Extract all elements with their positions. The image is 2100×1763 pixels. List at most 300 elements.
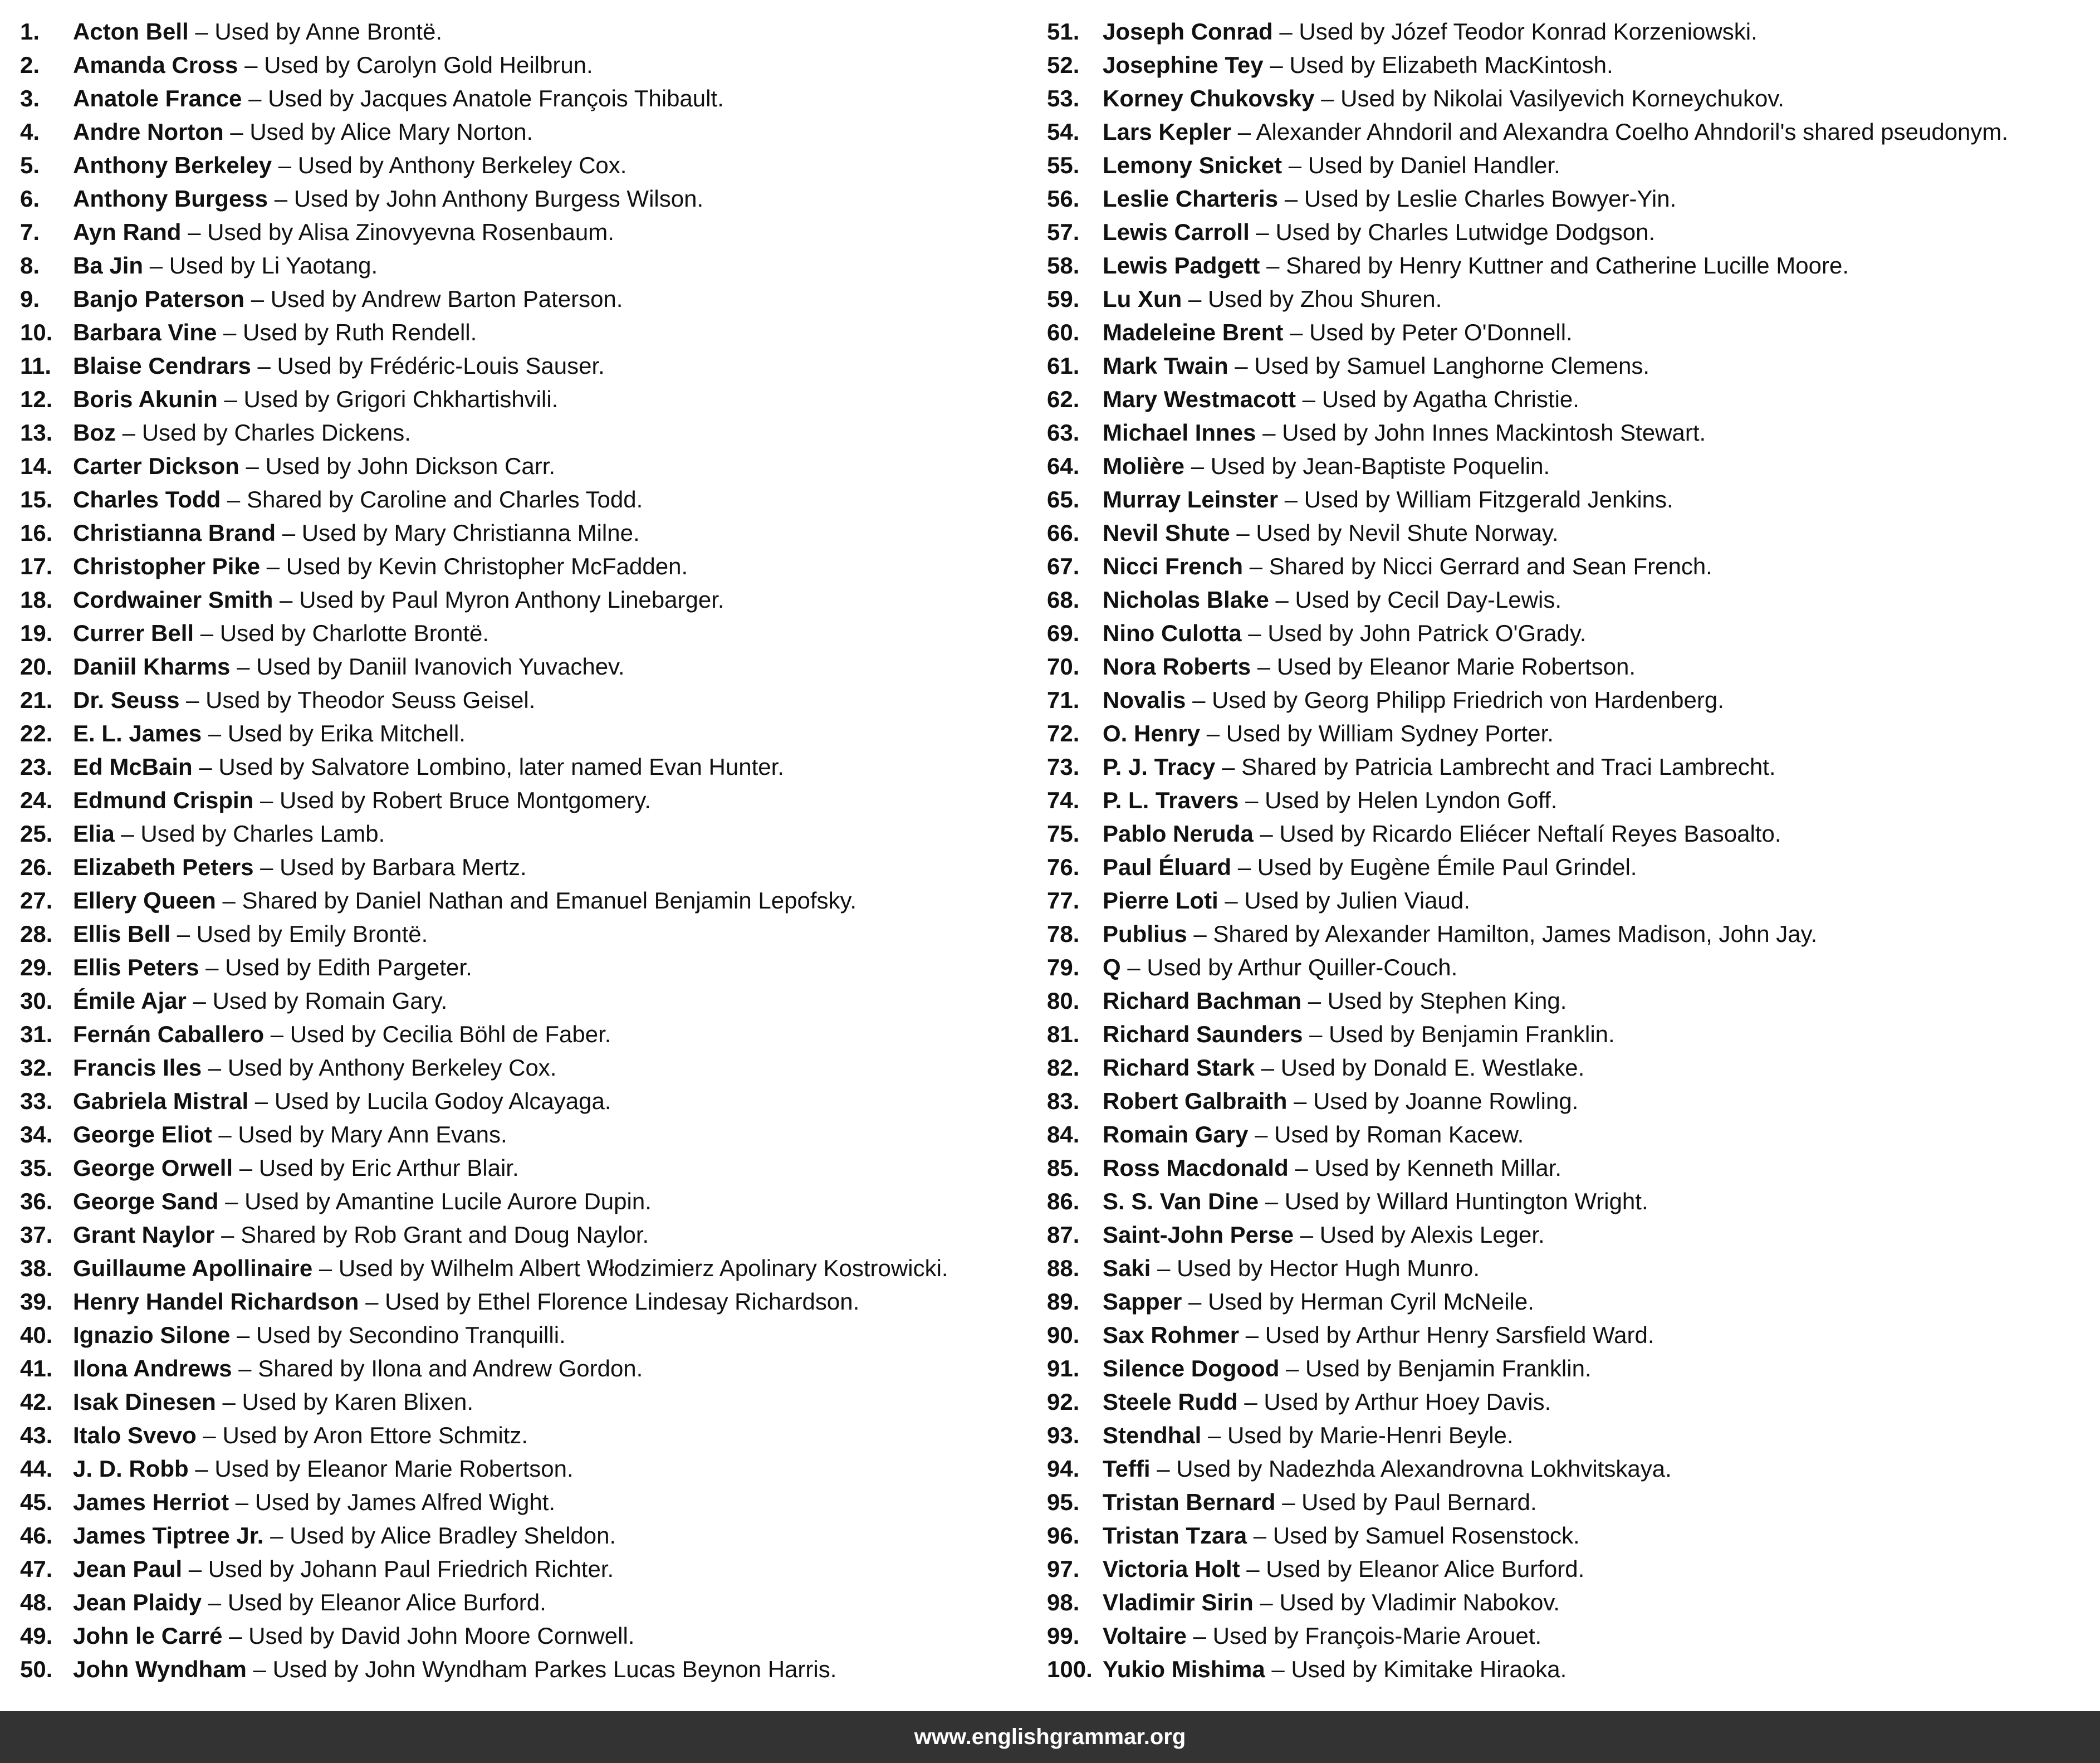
pseudonym-description: – Used by Li Yaotang.: [143, 252, 378, 279]
list-item: [20, 416, 1022, 450]
pseudonym-description: – Used by Stephen King.: [1301, 988, 1567, 1014]
pseudonym-description: – Used by Jean-Baptiste Poquelin.: [1184, 453, 1550, 479]
pseudonym-description: – Used by Cecil Day-Lewis.: [1269, 587, 1561, 613]
pseudonym-name: Voltaire: [1103, 1623, 1187, 1649]
item-text: [1103, 550, 1712, 583]
pseudonym-description: – Used by Charlotte Brontë.: [194, 620, 489, 646]
pseudonym-description: – Used by Józef Teodor Konrad Korzeniowski.: [1272, 18, 1758, 45]
item-number: 85.: [1047, 1155, 1080, 1181]
item-text: [73, 750, 784, 784]
list-item: [20, 82, 1022, 115]
pseudonym-description: – Used by Paul Myron Anthony Linebarger.: [273, 587, 725, 613]
list-item: [20, 717, 1022, 750]
item-number: 71.: [1047, 687, 1080, 713]
list-item: [20, 483, 1022, 516]
list-item: [20, 349, 1022, 383]
pseudonym-name: Isak Dinesen: [73, 1389, 216, 1415]
footer-bar: [0, 1711, 2100, 1763]
item-text: [1103, 1486, 1537, 1519]
pseudonym-description: – Used by Wilhelm Albert Włodzimierz Apolinary Kostrowicki.: [312, 1255, 948, 1281]
list-item: [20, 1385, 1022, 1419]
item-number: 25.: [20, 821, 53, 847]
pseudonym-description: – Used by Andrew Barton Paterson.: [244, 286, 623, 312]
list-item: [1047, 1419, 2094, 1452]
pseudonym-name: George Sand: [73, 1188, 219, 1214]
pseudonym-description: – Used by Erika Mitchell.: [202, 720, 466, 746]
list-item: [1047, 884, 2094, 917]
item-number: 66.: [1047, 520, 1080, 546]
item-number: 55.: [1047, 152, 1080, 178]
pseudonym-name: Ellery Queen: [73, 887, 216, 914]
pseudonym-description: – Used by Leslie Charles Bowyer-Yin.: [1278, 185, 1677, 212]
item-text: [73, 784, 651, 817]
item-number: 76.: [1047, 854, 1080, 880]
item-text: [1103, 416, 1706, 450]
item-text: [1103, 650, 1636, 683]
list-item: [20, 1318, 1022, 1352]
pseudonym-description: – Used by John Anthony Burgess Wilson.: [268, 185, 704, 212]
item-number: 38.: [20, 1255, 53, 1281]
item-text: [73, 48, 593, 82]
pseudonym-description: – Used by Eleanor Alice Burford.: [202, 1589, 546, 1615]
item-number: 63.: [1047, 419, 1080, 446]
item-number: 46.: [20, 1522, 53, 1549]
pseudonym-description: – Used by Peter O'Donnell.: [1283, 319, 1573, 345]
pseudonym-description: – Used by John Patrick O'Grady.: [1241, 620, 1587, 646]
list-item: [20, 1619, 1022, 1653]
pseudonym-description: – Used by Charles Lutwidge Dodgson.: [1249, 219, 1656, 245]
item-text: [1103, 1452, 1672, 1486]
list-item: [1047, 683, 2094, 717]
item-text: [1103, 683, 1724, 717]
pseudonym-name: Elizabeth Peters: [73, 854, 254, 880]
pseudonym-description: – Used by Eleanor Alice Burford.: [1240, 1556, 1585, 1582]
pseudonym-name: Saint-John Perse: [1103, 1222, 1294, 1248]
item-number: 79.: [1047, 954, 1080, 980]
pseudonym-description: – Used by Eleanor Marie Robertson.: [1251, 653, 1636, 680]
pseudonym-description: – Used by Aron Ettore Schmitz.: [196, 1422, 528, 1448]
pseudonym-name: Edmund Crispin: [73, 787, 254, 813]
pseudonym-name: Michael Innes: [1103, 419, 1256, 446]
list-item: [1047, 1653, 2094, 1686]
list-item: [1047, 416, 2094, 450]
pseudonym-name: Blaise Cendrars: [73, 353, 251, 379]
item-text: [1103, 984, 1567, 1018]
item-number: 29.: [20, 954, 53, 980]
item-number: 69.: [1047, 620, 1080, 646]
list-item: [1047, 15, 2094, 48]
pseudonym-description: – Used by Charles Lamb.: [114, 821, 385, 847]
list-item: [1047, 82, 2094, 115]
pseudonym-description: – Used by Mary Ann Evans.: [212, 1121, 507, 1147]
pseudonym-name: Joseph Conrad: [1103, 18, 1273, 45]
item-text: [1103, 1051, 1584, 1085]
pseudonym-name: Ayn Rand: [73, 219, 182, 245]
list-item: [1047, 1452, 2094, 1486]
item-text: [1103, 115, 2008, 149]
pseudonym-name: Lewis Padgett: [1103, 252, 1260, 279]
pseudonym-description: – Used by Barbara Mertz.: [253, 854, 527, 880]
pseudonym-description: – Used by Samuel Langhorne Clemens.: [1228, 353, 1650, 379]
pseudonym-name: Guillaume Apollinaire: [73, 1255, 313, 1281]
pseudonym-name: Jean Plaidy: [73, 1589, 202, 1615]
website-url[interactable]: www.englishgrammar.org: [914, 1725, 1186, 1749]
item-number: 14.: [20, 453, 53, 479]
item-number: 16.: [20, 520, 53, 546]
pseudonym-name: James Tiptree Jr.: [73, 1522, 264, 1549]
list-item: [1047, 316, 2094, 349]
item-number: 9.: [20, 286, 40, 312]
item-number: 41.: [20, 1355, 53, 1381]
list-item: [20, 1452, 1022, 1486]
pseudonym-description: – Used by Arthur Henry Sarsfield Ward.: [1239, 1322, 1654, 1348]
item-text: [73, 1285, 859, 1318]
list-item: [20, 1419, 1022, 1452]
item-text: [73, 617, 489, 650]
item-number: 17.: [20, 553, 53, 579]
item-number: 48.: [20, 1589, 53, 1615]
pseudonym-name: Ross Macdonald: [1103, 1155, 1289, 1181]
pseudonym-description: – Used by Carolyn Gold Heilbrun.: [238, 52, 593, 78]
item-number: 91.: [1047, 1355, 1080, 1381]
pseudonym-description: – Used by Zhou Shuren.: [1182, 286, 1442, 312]
pseudonym-description: – Used by Emily Brontë.: [170, 921, 428, 947]
pseudonym-name: Italo Svevo: [73, 1422, 197, 1448]
item-text: [1103, 583, 1561, 617]
pseudonym-name: Currer Bell: [73, 620, 194, 646]
item-number: 81.: [1047, 1021, 1080, 1047]
item-number: 13.: [20, 419, 53, 446]
item-text: [1103, 617, 1586, 650]
list-item: [1047, 1252, 2094, 1285]
list-item: [20, 784, 1022, 817]
list-item: [20, 1218, 1022, 1252]
item-number: 61.: [1047, 353, 1080, 379]
list-item: [1047, 1118, 2094, 1151]
pseudonym-description: – Shared by Alexander Hamilton, James Madison, John Jay.: [1187, 921, 1818, 947]
list-item: [1047, 817, 2094, 851]
pseudonym-description: – Used by Herman Cyril McNeile.: [1182, 1288, 1534, 1315]
item-text: [1103, 450, 1550, 483]
list-item: [1047, 1619, 2094, 1653]
pseudonym-name: Lars Kepler: [1103, 119, 1232, 145]
item-number: 31.: [20, 1021, 53, 1047]
pseudonym-name: Vladimir Sirin: [1103, 1589, 1254, 1615]
pseudonym-name: Richard Bachman: [1103, 988, 1302, 1014]
item-text: [73, 516, 640, 550]
item-text: [1103, 750, 1776, 784]
item-text: [73, 483, 643, 516]
item-text: [1103, 1586, 1560, 1619]
item-text: [1103, 1519, 1580, 1552]
list-item: [20, 450, 1022, 483]
list-item: [20, 216, 1022, 249]
list-item: [1047, 650, 2094, 683]
item-number: 54.: [1047, 119, 1080, 145]
item-number: 92.: [1047, 1389, 1080, 1415]
item-number: 80.: [1047, 988, 1080, 1014]
item-text: [73, 650, 625, 683]
item-text: [73, 1486, 555, 1519]
pseudonym-description: – Used by Anthony Berkeley Cox.: [202, 1054, 557, 1081]
item-text: [73, 349, 605, 383]
list-item: [1047, 851, 2094, 884]
item-text: [73, 550, 688, 583]
item-text: [1103, 851, 1637, 884]
pseudonym-name: Nino Culotta: [1103, 620, 1242, 646]
item-text: [73, 984, 447, 1018]
list-item: [1047, 48, 2094, 82]
item-text: [1103, 1552, 1584, 1586]
item-text: [73, 115, 533, 149]
pseudonym-description: – Used by Roman Kacew.: [1248, 1121, 1524, 1147]
list-item: [1047, 1519, 2094, 1552]
item-text: [1103, 149, 1560, 182]
pseudonym-description: – Used by Kenneth Millar.: [1288, 1155, 1561, 1181]
pseudonym-name: Anthony Berkeley: [73, 152, 272, 178]
item-number: 82.: [1047, 1054, 1080, 1081]
pseudonym-description: – Used by John Innes Mackintosh Stewart.: [1256, 419, 1706, 446]
list-item: [20, 316, 1022, 349]
pseudonym-name: Boris Akunin: [73, 386, 218, 412]
list-item: [20, 683, 1022, 717]
list-item: [1047, 1318, 2094, 1352]
pseudonym-description: – Used by Johann Paul Friedrich Richter.: [182, 1556, 614, 1582]
pseudonym-name: Fernán Caballero: [73, 1021, 265, 1047]
list-item: [1047, 1085, 2094, 1118]
list-item: [1047, 249, 2094, 282]
pseudonym-name: Mark Twain: [1103, 353, 1228, 379]
pseudonym-name: Lemony Snicket: [1103, 152, 1282, 178]
item-number: 7.: [20, 219, 40, 245]
pseudonym-description: – Used by Kevin Christopher McFadden.: [260, 553, 688, 579]
pseudonym-description: – Used by Samuel Rosenstock.: [1247, 1522, 1580, 1549]
pseudonym-description: – Used by Willard Huntington Wright.: [1259, 1188, 1648, 1214]
list-item: [20, 115, 1022, 149]
item-number: 4.: [20, 119, 40, 145]
pseudonym-name: Silence Dogood: [1103, 1355, 1280, 1381]
pseudonym-description: – Used by John Wyndham Parkes Lucas Beynon Harris.: [246, 1656, 837, 1682]
pseudonym-description: – Used by David John Moore Cornwell.: [222, 1623, 635, 1649]
item-text: [1103, 1419, 1514, 1452]
list-item: [1047, 717, 2094, 750]
item-text: [73, 851, 527, 884]
item-text: [1103, 1085, 1578, 1118]
pseudonym-name: Murray Leinster: [1103, 486, 1279, 512]
pseudonym-description: – Used by James Alfred Wight.: [229, 1489, 556, 1515]
pseudonym-description: – Shared by Daniel Nathan and Emanuel Benjamin Lepofsky.: [216, 887, 857, 914]
item-text: [1103, 216, 1655, 249]
item-number: 51.: [1047, 18, 1080, 45]
item-text: [73, 1352, 643, 1385]
item-number: 22.: [20, 720, 53, 746]
list-item: [1047, 483, 2094, 516]
list-item: [20, 15, 1022, 48]
item-text: [1103, 516, 1559, 550]
pseudonym-name: Émile Ajar: [73, 988, 187, 1014]
item-text: [73, 1519, 616, 1552]
list-item: [1047, 784, 2094, 817]
pseudonym-description: – Shared by Nicci Gerrard and Sean French.: [1243, 553, 1712, 579]
pseudonym-description: – Used by Nevil Shute Norway.: [1230, 520, 1559, 546]
pseudonym-name: Gabriela Mistral: [73, 1088, 249, 1114]
item-number: 96.: [1047, 1522, 1080, 1549]
item-text: [73, 1419, 528, 1452]
item-number: 20.: [20, 653, 53, 680]
pseudonym-description: – Used by Frédéric-Louis Sauser.: [251, 353, 605, 379]
pseudonym-name: Robert Galbraith: [1103, 1088, 1288, 1114]
list-item: [20, 1151, 1022, 1185]
list-item: [20, 851, 1022, 884]
item-text: [73, 1018, 611, 1051]
item-number: 28.: [20, 921, 53, 947]
item-text: [1103, 1385, 1551, 1419]
list-item: [20, 383, 1022, 416]
item-number: 77.: [1047, 887, 1080, 914]
pseudonym-name: George Eliot: [73, 1121, 212, 1147]
list-item: [1047, 349, 2094, 383]
pseudonym-description: – Used by William Sydney Porter.: [1200, 720, 1554, 746]
list-item: [1047, 1586, 2094, 1619]
item-number: 30.: [20, 988, 53, 1014]
item-number: 90.: [1047, 1322, 1080, 1348]
list-item: [1047, 383, 2094, 416]
item-text: [73, 82, 724, 115]
item-number: 88.: [1047, 1255, 1080, 1281]
item-text: [1103, 1185, 1648, 1218]
pseudonym-name: Mary Westmacott: [1103, 386, 1296, 412]
pseudonym-name: Jean Paul: [73, 1556, 183, 1582]
pseudonym-description: – Used by Georg Philipp Friedrich von Hardenberg.: [1186, 687, 1724, 713]
pseudonym-description: – Used by Grigori Chkhartishvili.: [217, 386, 559, 412]
pseudonym-description: – Used by Secondino Tranquilli.: [230, 1322, 566, 1348]
item-number: 73.: [1047, 754, 1080, 780]
item-text: [73, 1118, 507, 1151]
pseudonym-description: – Used by Amantine Lucile Aurore Dupin.: [218, 1188, 652, 1214]
item-number: 57.: [1047, 219, 1080, 245]
item-number: 44.: [20, 1456, 53, 1482]
pseudonym-name: Cordwainer Smith: [73, 587, 273, 613]
pseudonym-description: – Used by Anthony Berkeley Cox.: [272, 152, 627, 178]
list-item: [20, 750, 1022, 784]
item-number: 34.: [20, 1121, 53, 1147]
pseudonym-name: Anthony Burgess: [73, 185, 268, 212]
item-number: 35.: [20, 1155, 53, 1181]
pseudonym-name: Saki: [1103, 1255, 1151, 1281]
pseudonym-name: Boz: [73, 419, 116, 446]
pseudonym-name: Francis Iles: [73, 1054, 202, 1081]
list-item: [20, 1486, 1022, 1519]
pseudonym-description: – Shared by Ilona and Andrew Gordon.: [232, 1355, 643, 1381]
pseudonym-description: – Used by Alice Mary Norton.: [223, 119, 533, 145]
pseudonym-description: – Used by Daniil Ivanovich Yuvachev.: [230, 653, 625, 680]
pseudonym-description: – Used by Alice Bradley Sheldon.: [263, 1522, 616, 1549]
item-text: [73, 15, 442, 48]
item-number: 32.: [20, 1054, 53, 1081]
list-item: [1047, 282, 2094, 316]
item-text: [1103, 182, 1676, 216]
item-number: 2.: [20, 52, 40, 78]
pseudonym-name: E. L. James: [73, 720, 202, 746]
pseudonym-description: – Used by Romain Gary.: [186, 988, 448, 1014]
pseudonym-name: Amanda Cross: [73, 52, 238, 78]
item-number: 65.: [1047, 486, 1080, 512]
pseudonym-name: Pablo Neruda: [1103, 821, 1254, 847]
list-item: [20, 951, 1022, 984]
item-number: 70.: [1047, 653, 1080, 680]
item-number: 40.: [20, 1322, 53, 1348]
item-number: 84.: [1047, 1121, 1080, 1147]
item-text: [1103, 1352, 1592, 1385]
pseudonym-name: Novalis: [1103, 687, 1186, 713]
item-text: [73, 1552, 614, 1586]
list-item: [20, 650, 1022, 683]
list-item: [1047, 951, 2094, 984]
pseudonym-name: Daniil Kharms: [73, 653, 231, 680]
list-item: [1047, 550, 2094, 583]
pseudonym-name: Nicci French: [1103, 553, 1244, 579]
list-item: [1047, 1385, 2094, 1419]
item-text: [73, 216, 614, 249]
pseudonym-name: Christianna Brand: [73, 520, 276, 546]
item-number: 75.: [1047, 821, 1080, 847]
item-number: 36.: [20, 1188, 53, 1214]
item-number: 45.: [20, 1489, 53, 1515]
item-number: 52.: [1047, 52, 1080, 78]
list-item: [1047, 1352, 2094, 1385]
item-text: [1103, 951, 1457, 984]
item-text: [73, 1252, 948, 1285]
pseudonym-description: – Used by Cecilia Böhl de Faber.: [264, 1021, 611, 1047]
list-item: [20, 1519, 1022, 1552]
pseudonym-name: Korney Chukovsky: [1103, 85, 1315, 111]
pseudonym-description: – Used by Lucila Godoy Alcayaga.: [248, 1088, 611, 1114]
pseudonym-name: John le Carré: [73, 1623, 223, 1649]
item-number: 53.: [1047, 85, 1080, 111]
pseudonym-name: Nicholas Blake: [1103, 587, 1269, 613]
item-text: [1103, 249, 1849, 282]
pseudonym-description: – Shared by Caroline and Charles Todd.: [221, 486, 643, 512]
list-item: [1047, 115, 2094, 149]
list-item: [20, 1051, 1022, 1085]
pseudonym-description: – Used by Salvatore Lombino, later named Evan Hunter.: [192, 754, 784, 780]
pseudonym-description: – Used by Eleanor Marie Robertson.: [188, 1456, 574, 1482]
pseudonym-name: Ignazio Silone: [73, 1322, 231, 1348]
pseudonym-name: P. L. Travers: [1103, 787, 1239, 813]
item-number: 95.: [1047, 1489, 1080, 1515]
pseudonym-name: Ellis Peters: [73, 954, 199, 980]
pseudonym-name: Carter Dickson: [73, 453, 239, 479]
item-text: [73, 182, 703, 216]
list-item: [1047, 1151, 2094, 1185]
list-item: [20, 1653, 1022, 1686]
item-number: 39.: [20, 1288, 53, 1315]
list-item: [1047, 182, 2094, 216]
pseudonym-description: – Used by Anne Brontë.: [188, 18, 442, 45]
pseudonym-name: Sax Rohmer: [1103, 1322, 1240, 1348]
pseudonym-description: – Used by Donald E. Westlake.: [1255, 1054, 1585, 1081]
pseudonym-name: Dr. Seuss: [73, 687, 180, 713]
item-text: [1103, 784, 1557, 817]
item-number: 11.: [20, 353, 52, 379]
pseudonym-description: – Used by Ricardo Eliécer Neftalí Reyes Basoalto.: [1253, 821, 1781, 847]
pseudonym-description: – Used by Edith Pargeter.: [199, 954, 472, 980]
pseudonym-name: Lewis Carroll: [1103, 219, 1250, 245]
item-number: 60.: [1047, 319, 1080, 345]
pseudonym-name: Andre Norton: [73, 119, 224, 145]
pseudonym-description: – Used by Marie-Henri Beyle.: [1201, 1422, 1514, 1448]
pseudonym-name: Tristan Tzara: [1103, 1522, 1247, 1549]
